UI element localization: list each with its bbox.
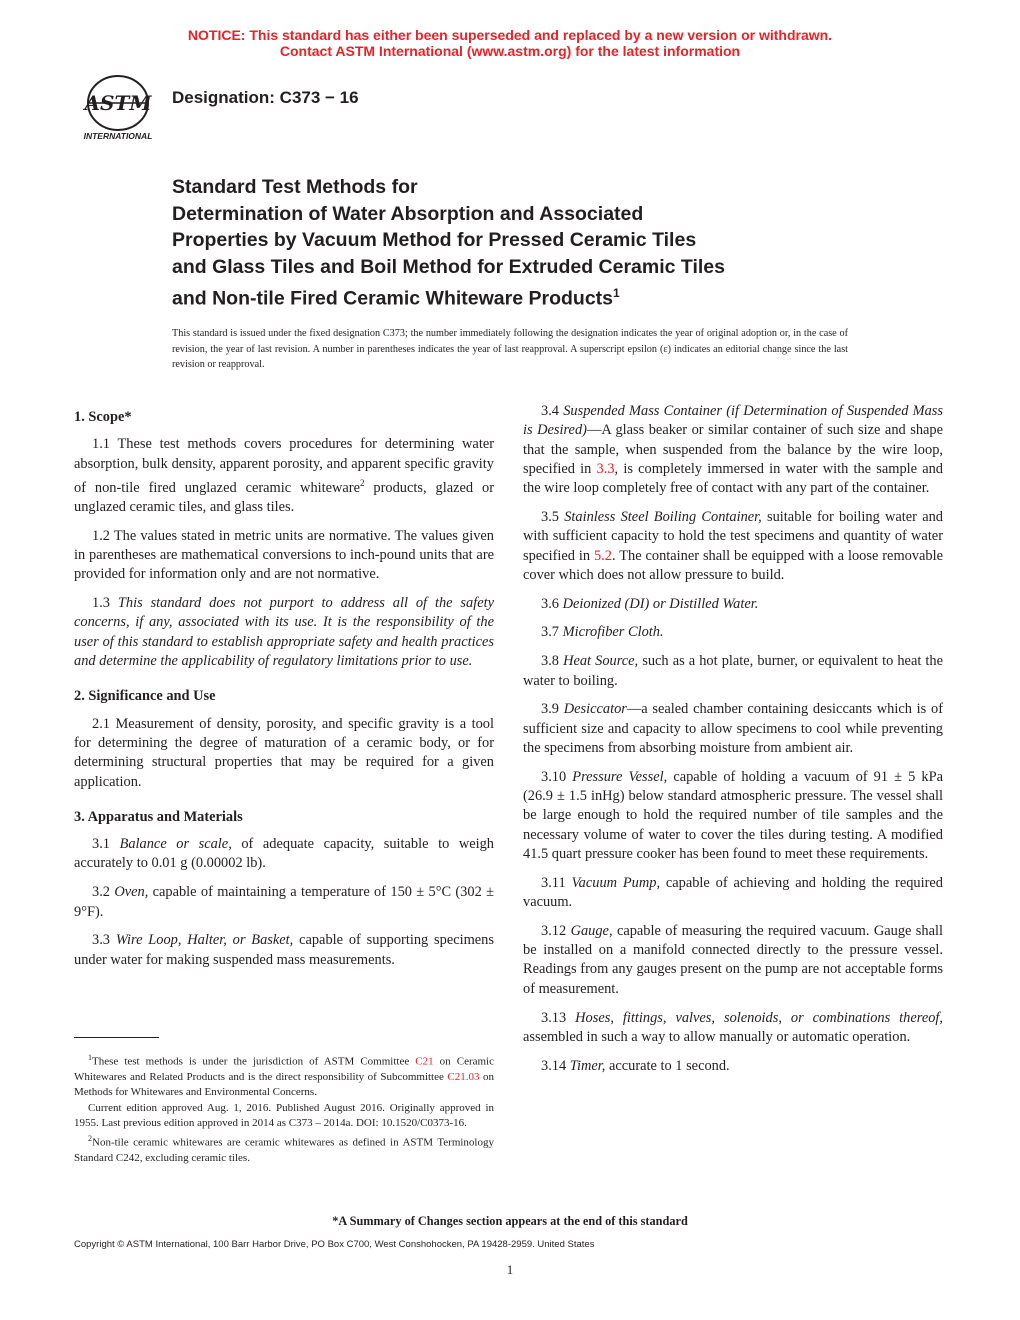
paragraph-3-13: 3.13 Hoses, fittings, valves, solenoids, or combinations thereof, assembled in such a way to allow manually or automatic operation. bbox=[523, 1009, 944, 1045]
section-heading-scope: 1. Scope* bbox=[74, 409, 132, 425]
section-heading-significance: 2. Significance and Use bbox=[74, 688, 216, 705]
right-column bbox=[523, 402, 943, 1085]
left-column bbox=[74, 402, 494, 979]
copyright: Copyright © ASTM International, 100 Barr Harbor Drive, PO Box C700, West Conshohocken, PA 19428-2959. United States bbox=[74, 1239, 595, 1250]
withdrawal-notice bbox=[0, 27, 1020, 59]
link-subcommittee-c21-03[interactable]: C21.03 bbox=[447, 1070, 480, 1083]
astm-logo-icon bbox=[74, 74, 162, 142]
footnotes bbox=[74, 1050, 494, 1166]
paragraph-3-7: 3.7 Microfiber Cloth. bbox=[541, 624, 664, 641]
footnote-2: $^2$Non-tile ceramic whitewares are ceramic whitewares as defined in ASTM Terminology Standard C242, excluding ceramic tiles. bbox=[74, 1134, 494, 1165]
link-section-3-3[interactable]: 3.3 bbox=[596, 460, 615, 477]
footnote-divider bbox=[74, 1037, 159, 1038]
page-number: 1 bbox=[506, 1262, 514, 1277]
paragraph-3-5: 3.5 Stainless Steel Boiling Container, suitable for boiling water and with sufficient capacity to hold the test specimens and quantity of water specified in 5.2. The container shall be equipped with a loose removable cover which does not allow pressure to build. bbox=[523, 508, 943, 583]
section-heading-apparatus: 3. Apparatus and Materials bbox=[74, 808, 243, 825]
notice-line-1: NOTICE: This standard has either been superseded and replaced by a new version or withdrawn. bbox=[187, 27, 833, 43]
notice-line-2: Contact ASTM International (www.astm.org) for the latest information bbox=[279, 43, 741, 59]
paragraph-3-1: 3.1 Balance or scale, of adequate capacity, suitable to weigh accurately to 0.01 g (0.00002 lb). bbox=[74, 836, 494, 872]
logo-subtext: INTERNATIONAL bbox=[83, 131, 153, 141]
title-line: and Non-tile Fired Ceramic Whiteware Products bbox=[172, 287, 613, 310]
link-section-5-2[interactable]: 5.2 bbox=[593, 547, 612, 564]
footnote-1: $^1$These test methods is under the jurisdiction of ASTM Committee C21 on Ceramic Whitewares and Related Products and is the direct responsibility of Subcommittee C21.03 on Methods for Whitewares and Environmental Concerns. bbox=[74, 1053, 494, 1099]
logo-text: ASTM bbox=[84, 91, 152, 115]
footnote-ref-2: 2 bbox=[360, 477, 365, 488]
issued-note: This standard is issued under the fixed designation C373; the number immediately following the designation indicates the year of original adoption or, in the case of revision, the year of last revision. A number in parentheses indicates the year of last reapproval. A superscript epsilon (ε) indicates an editorial change since the last revision or reapproval. bbox=[172, 328, 848, 370]
title-line: and Glass Tiles and Boil Method for Extruded Ceramic Tiles bbox=[172, 255, 725, 278]
paragraph-3-6: 3.6 Deionized (DI) or Distilled Water. bbox=[541, 595, 759, 612]
title-line: Determination of Water Absorption and Associated bbox=[172, 202, 644, 225]
paragraph-2-1: 2.1 Measurement of density, porosity, and specific gravity is a tool for determining the degree of maturation of a ceramic body, or for determining structural properties that may be required for a given application. bbox=[74, 715, 494, 790]
paragraph-3-2: 3.2 Oven, capable of maintaining a temperature of 150 ± 5°C (302 ± 9°F). bbox=[74, 884, 494, 920]
paragraph-3-14: 3.14 Timer, accurate to 1 second. bbox=[541, 1057, 730, 1074]
title-line: Standard Test Methods for bbox=[172, 176, 418, 198]
paragraph-3-9: 3.9 Desiccator—a sealed chamber containing desiccants which is of sufficient size and capacity to allow specimens to cool while preventing the specimens from absorbing moisture from ambient air. bbox=[523, 701, 943, 756]
paragraph-1-1: 1.1 These test methods covers procedures for determining water absorption, bulk density, apparent porosity, and apparent specific gravity of non-tile fired unglazed ceramic whiteware$^2$ products, glazed or unglazed ceramic tiles, and glass tiles. bbox=[74, 436, 494, 515]
paragraph-3-3: 3.3 Wire Loop, Halter, or Basket, capable of supporting specimens under water for making suspended mass measurements. bbox=[74, 932, 494, 968]
footnote-1-edition: Current edition approved Aug. 1, 2016. Published August 2016. Originally approved in 1955. Last previous edition approved in 2014 as C373 – 2014a. DOI: 10.1520/C0373-16. bbox=[74, 1101, 494, 1129]
designation: Designation: C373 − 16 bbox=[172, 88, 359, 107]
paragraph-3-10: 3.10 Pressure Vessel, capable of holding a vacuum of 91 ± 5 kPa (26.9 ± 1.5 inHg) below standard atmospheric pressure. The vessel shall be large enough to hold the required number of tile samples and the necessary volume of water to cover the tiles during testing. A modified 41.5 quart pressure cooker has been found to meet these requirements. bbox=[523, 768, 944, 862]
title-footnote-mark: 1 bbox=[613, 286, 620, 300]
paragraph-1-3: 1.3 This standard does not purport to address all of the safety concerns, if any, associated with its use. It is the responsibility of the user of this standard to establish appropriate safety and health practices and determine the applicability of regulatory limitations prior to use. bbox=[74, 595, 494, 670]
paragraph-3-4: 3.4 Suspended Mass Container (if Determination of Suspended Mass is Desired)—A glass beaker or similar container of such size and shape that the sample, when suspended from the balance by the wire loop, specified in 3.3, is completely immersed in water with the sample and the wire loop completely free of contact with any part of the container. bbox=[523, 403, 944, 497]
title-line: Properties by Vacuum Method for Pressed Ceramic Tiles bbox=[172, 229, 697, 251]
summary-of-changes-note: *A Summary of Changes section appears at the end of this standard bbox=[332, 1214, 688, 1228]
link-committee-c21[interactable]: C21 bbox=[415, 1055, 434, 1068]
document-title bbox=[172, 174, 932, 312]
paragraph-3-8: 3.8 Heat Source, such as a hot plate, burner, or equivalent to heat the water to boiling. bbox=[523, 653, 943, 689]
paragraph-3-12: 3.12 Gauge, capable of measuring the required vacuum. Gauge shall be installed on a manifold connected directly to the pressure vessel. Readings from any gauges present on the pump are not acceptable forms of measurement. bbox=[523, 922, 943, 997]
paragraph-1-2: 1.2 The values stated in metric units are normative. The values given in parentheses are mathematical conversions to inch-pound units that are provided for information only and are not normative. bbox=[74, 527, 494, 583]
paragraph-3-11: 3.11 Vacuum Pump, capable of achieving and holding the required vacuum. bbox=[523, 874, 943, 911]
